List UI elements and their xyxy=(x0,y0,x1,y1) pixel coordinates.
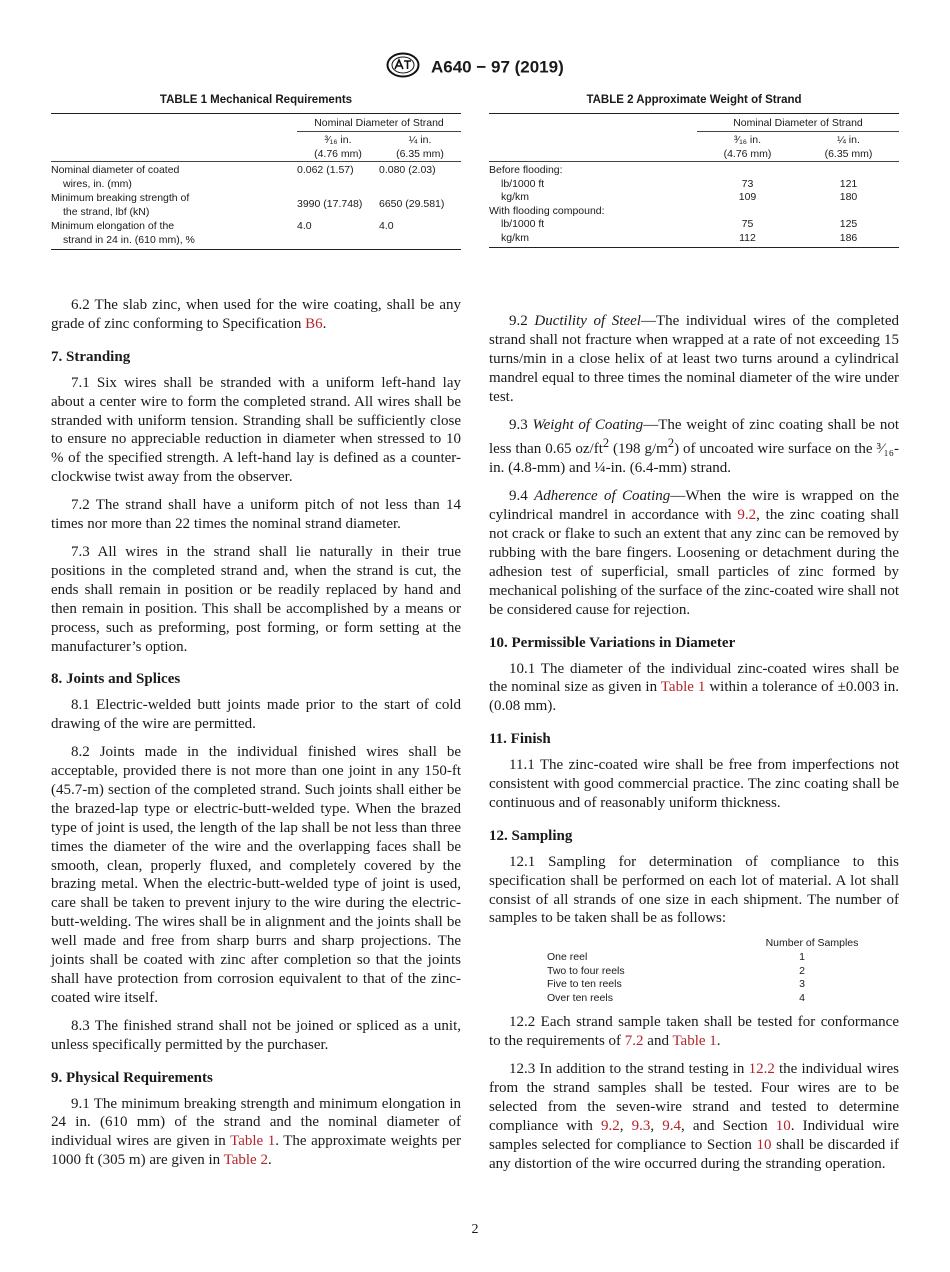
list-item: Five to ten reels 3 xyxy=(547,978,805,991)
ref-section-10-link[interactable]: 10 xyxy=(775,1117,791,1134)
paragraph-12-2: 12.2 Each strand sample taken shall be tested for conformance to the requirements of 7.2 and Table 1. xyxy=(489,1014,899,1050)
table-row: kg/km 112 186 xyxy=(489,232,899,248)
section-9-heading: 9. Physical Requirements xyxy=(51,1069,213,1086)
table-section-label: With flooding compound: xyxy=(489,204,605,217)
section-10-heading: 10. Permissible Variations in Diameter xyxy=(489,634,736,651)
paragraph-6-2: 6.2 The slab zinc, when used for the wire coating, shall be any grade of zinc conforming to Specification B6. xyxy=(51,297,461,332)
section-11-heading: 11. Finish xyxy=(489,731,551,748)
table-2 xyxy=(489,94,899,248)
ref-b6-link[interactable]: B6 xyxy=(305,315,323,332)
table-row: Minimum breaking strength of the strand, lbf (kN) 3990 (17.748) 6650 (29.581) xyxy=(51,192,445,218)
paragraph-7-3: 7.3 All wires in the strand shall lie naturally in their true positions in the completed strand and, when the strand is cut, the ends shall remain in position or be readily replaced by hand and then remain in position. This shall be accomplished by a means or process, such as preforming, post forming, or form setting at the manufacturer’s option. xyxy=(51,543,461,655)
astm-logo xyxy=(386,52,420,83)
paragraph-12-1: 12.1 Sampling for determination of compliance to this specification shall be performed on each lot of material. A lot shall consist of all strands of one size in each shipment. The number of samples to be taken shall be as follows: xyxy=(489,853,899,927)
paragraph-9-4: 9.4 Adherence of Coating—When the wire is wrapped on the cylindrical mandrel in accordance with 9.2, the zinc coating shall not crack or flake to such an extent that any zinc can be removed by rubbing with the bare fingers. Loosening or detachment during the adhesion test of superficial, small particles of zinc formed by mechanical polishing of the surface of the zinc-coated wire shall not be considered cause for rejection. xyxy=(489,488,899,618)
table-1-col2-line2: (6.35 mm) xyxy=(396,147,444,160)
paragraph-7-1: 7.1 Six wires shall be stranded with a uniform left-hand lay about a center wire to form the completed strand. All wires shall be stranded with uniform tension. Stranding shall be sufficiently close to ensure no appreciable reduction in diameter when stressed to 10 % of the specified strength. A left-hand lay is defined as a counter-clockwise twist away from the observer. xyxy=(51,374,461,486)
paragraph-7-2: 7.2 The strand shall have a uniform pitch of not less than 14 times nor more than 22 times the nominal strand diameter. xyxy=(51,497,461,533)
ref-9-2-link[interactable]: 9.2 xyxy=(601,1117,620,1134)
samples-table xyxy=(547,937,877,1005)
ref-section-10-link[interactable]: 10 xyxy=(756,1136,772,1153)
ref-9-3-link[interactable]: 9.3 xyxy=(631,1117,651,1134)
document-id: A640 − 97 (2019) xyxy=(430,57,564,77)
list-item: Two to four reels 2 xyxy=(547,964,805,977)
paragraph-10-1: 10.1 The diameter of the individual zinc-coated wires shall be the nominal size as given in Table 1 within a tolerance of ±0.003 in. (0.08 mm). xyxy=(489,660,899,715)
table-1-col1-line1: ³⁄₁₆ in. xyxy=(324,134,352,146)
table-row: Nominal diameter of coated wires, in. (mm) 0.062 (1.57) 0.080 (2.03) xyxy=(51,164,436,190)
table-2-title: TABLE 2 Approximate Weight of Strand xyxy=(586,94,802,106)
table-2-col2-line2: (6.35 mm) xyxy=(824,147,873,160)
page-number: 2 xyxy=(471,1222,479,1237)
ref-12-2-link[interactable]: 12.2 xyxy=(748,1061,775,1078)
table-1-col1-line2: (4.76 mm) xyxy=(314,147,362,160)
section-7-heading: 7. Stranding xyxy=(51,348,131,365)
ref-9-2-link[interactable]: 9.2 xyxy=(737,507,757,524)
table-2-group-header: Nominal Diameter of Strand xyxy=(697,113,899,132)
ref-table-1-link[interactable]: Table 1 xyxy=(672,1033,717,1050)
list-item: Over ten reels 4 xyxy=(547,991,805,1004)
table-2-col2-line1: ¼ in. xyxy=(837,134,860,146)
left-column xyxy=(51,296,461,1179)
table-1-title: TABLE 1 Mechanical Requirements xyxy=(159,94,353,106)
table-row: kg/km 109 180 xyxy=(501,191,858,203)
section-8-heading: 8. Joints and Splices xyxy=(51,671,181,688)
section-12-heading: 12. Sampling xyxy=(489,827,573,844)
paragraph-9-2: 9.2 Ductility of Steel—The individual wires of the completed strand shall not fracture when wrapped at a rate of not exceeding 15 turns/min in a close helix of at least two turns around a cylindrical mandrel equal to three times the nominal diameter of the wire under test. xyxy=(489,313,899,405)
paragraph-8-3: 8.3 The finished strand shall not be joined or spliced as a unit, unless specifically permitted by the purchaser. xyxy=(51,1017,461,1053)
table-1 xyxy=(51,94,461,250)
paragraph-9-3: 9.3 Weight of Coating—The weight of zinc coating shall be not less than 0.65 $oz/ft^2$ (198 $g/m^2$) of uncoated wire surface on the ³⁄₁₆-in. (4.8-mm) and ¼-in. (6.4-mm) strand. xyxy=(489,416,899,477)
paragraph-12-3: 12.3 In addition to the strand testing in 12.2 the individual wires from the strand samples shall be tested. Four wires are to be selected from the seven-wire strand and tested to determine compliance with 9.2, 9.3, 9.4, and Section 10. Individual wire samples selected for compliance to Section 10 shall be discarded if any distortion of the wire occurred during the stranding operation. xyxy=(489,1061,900,1172)
ref-9-4-link[interactable]: 9.4 xyxy=(662,1117,681,1134)
table-row: Minimum elongation of the strand in 24 in. (610 mm), % 4.0 4.0 xyxy=(51,219,461,250)
right-column xyxy=(489,312,899,1183)
list-item: One reel 1 xyxy=(547,950,805,963)
ref-table-1-link[interactable]: Table 1 xyxy=(230,1133,276,1150)
table-section-label: Before flooding: xyxy=(489,164,563,176)
table-1-col2-line1: ¼ in. xyxy=(408,134,432,146)
table-row: lb/1000 ft 75 125 xyxy=(501,218,858,230)
page-header xyxy=(0,52,950,83)
paragraph-8-2: 8.2 Joints made in the individual finished wires shall be acceptable, provided there is not more than one joint in any 150-ft (45.7-m) section of the completed strand. Such joints shall either be the brazed-lap type or electric-butt-welded type. When the brazed type of joint is used, the length of the lap shall be not less than three times the diameter of the wire and the overlapping faces shall be smooth, clean, properly fluxed, and completely covered by the brazing metal. When the electric-butt-welded type of joint is used, care shall be taken to prevent injury to the wire during the electric-butt-welding. The wires shall be in alignment and the joints shall be well made and free from sharp burrs and sharp projections. The joints shall be coated with zinc after completion so that the joints shall have protection from corrosion equivalent to that of the zinc-coated wire itself. xyxy=(51,744,461,1006)
samples-header: Number of Samples xyxy=(765,937,859,950)
paragraph-11-1: 11.1 The zinc-coated wire shall be free from imperfections not consistent with good commercial practice. The zinc coating shall be continuous and of reasonably uniform thickness. xyxy=(489,757,899,811)
ref-table-1-link[interactable]: Table 1 xyxy=(660,679,706,696)
table-row: lb/1000 ft 73 121 xyxy=(501,177,858,190)
table-2-col1-line2: (4.76 mm) xyxy=(723,147,772,160)
table-2-col1-line1: ³⁄₁₆ in. xyxy=(733,134,762,146)
table-1-group-header: Nominal Diameter of Strand xyxy=(297,113,461,132)
paragraph-9-1: 9.1 The minimum breaking strength and minimum elongation in 24 in. (610 mm) of the strand and the nominal diameter of individual wires are given in Table 1. The approximate weights per 1000 ft (305 m) are given in Table 2. xyxy=(51,1095,461,1169)
ref-table-2-link[interactable]: Table 2 xyxy=(223,1152,268,1169)
paragraph-8-1: 8.1 Electric-welded butt joints made prior to the start of cold drawing of the wire are permitted. xyxy=(51,697,461,733)
ref-7-2-link[interactable]: 7.2 xyxy=(624,1033,644,1050)
